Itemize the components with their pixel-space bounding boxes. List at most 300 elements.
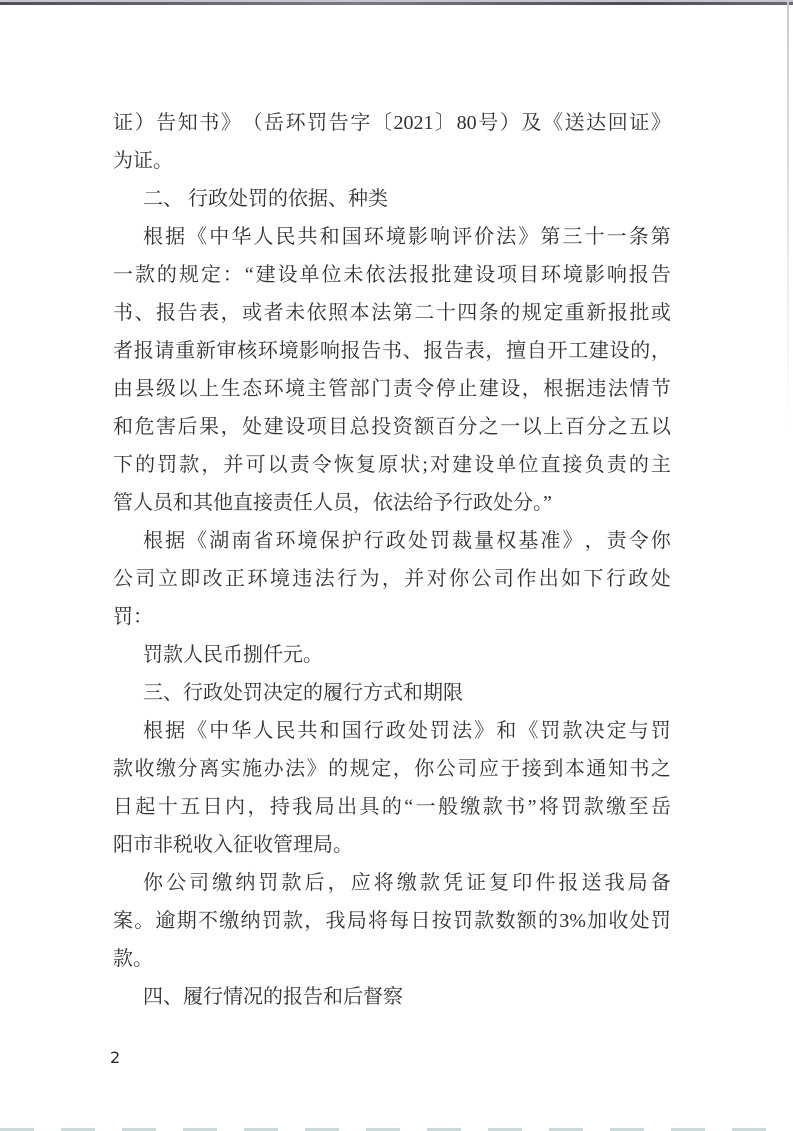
- char-token: 根: [543, 378, 564, 400]
- char-token: 主: [306, 378, 327, 400]
- char-token: 你: [143, 872, 163, 894]
- char-token: 《: [187, 226, 208, 248]
- char-token: 罚: [258, 872, 279, 894]
- char-token: 华: [231, 720, 252, 742]
- char-token: 环: [247, 568, 268, 590]
- char-token: 建: [255, 264, 276, 286]
- char-token: 湖: [209, 530, 230, 552]
- char-token: 《: [187, 530, 208, 552]
- char-token: 款: [281, 872, 302, 894]
- char-token: 投: [371, 416, 392, 438]
- char-token: ，: [220, 416, 241, 438]
- char-token: 设: [500, 378, 521, 400]
- char-token: 政: [385, 530, 406, 552]
- char-token: 报: [423, 340, 444, 362]
- char-token: 局: [627, 872, 648, 894]
- char-token: ：: [222, 264, 243, 286]
- text-line: 为证。: [113, 150, 173, 172]
- char-token: 十: [584, 226, 605, 248]
- char-token: 我: [325, 910, 346, 932]
- char-token: 以: [650, 416, 671, 438]
- char-token: 公: [113, 568, 133, 590]
- text-line: [113, 522, 671, 560]
- heading-line: 四、履行情况的报告和后督察: [143, 986, 403, 1008]
- char-token: 政: [628, 568, 649, 590]
- char-token: 据: [564, 378, 585, 400]
- char-token: 不: [198, 910, 218, 932]
- char-token: 后: [304, 872, 325, 894]
- char-token: 门: [371, 378, 392, 400]
- char-token: 主: [650, 454, 671, 476]
- char-token: 出: [337, 796, 358, 818]
- char-token: 本: [349, 302, 370, 324]
- char-token: 的: [156, 264, 177, 286]
- char-token: 法: [607, 378, 628, 400]
- char-token: 报: [133, 340, 154, 362]
- char-token: 定: [606, 720, 627, 742]
- char-token: 环: [275, 530, 296, 552]
- char-token: ，: [327, 872, 348, 894]
- char-token: ，: [201, 454, 222, 476]
- char-token: 单: [299, 264, 320, 286]
- char-token: 《: [187, 720, 208, 742]
- text-line: [113, 104, 671, 142]
- char-token: 权: [496, 530, 517, 552]
- text-line: 罚：: [113, 606, 153, 628]
- char-token: 《: [542, 112, 563, 134]
- char-token: 部: [349, 378, 370, 400]
- char-token: 处: [407, 720, 428, 742]
- char-token: 环: [540, 264, 561, 286]
- char-token: 停: [435, 378, 456, 400]
- char-token: 罚: [561, 796, 582, 818]
- char-token: 纳: [235, 872, 256, 894]
- char-token: 日: [113, 796, 133, 818]
- char-token: 加: [587, 910, 608, 932]
- char-token: （: [242, 112, 263, 134]
- char-token: 款: [474, 910, 495, 932]
- char-token: 逾: [155, 910, 176, 932]
- char-token: 令: [414, 378, 435, 400]
- char-token: 设: [475, 264, 496, 286]
- char-token: 危: [134, 416, 155, 438]
- char-token: 下: [113, 454, 133, 476]
- char-token: 的: [135, 454, 156, 476]
- char-token: 出: [538, 568, 559, 590]
- char-token: 政: [385, 720, 406, 742]
- char-token: 资: [392, 416, 413, 438]
- char-token: 自: [526, 340, 547, 362]
- char-token: 新: [586, 302, 607, 324]
- char-token: 基: [518, 530, 539, 552]
- char-token: 响: [606, 264, 627, 286]
- char-token: 罚: [307, 112, 328, 134]
- char-token: 司: [135, 568, 156, 590]
- char-token: 字: [350, 112, 371, 134]
- char-token: 般: [437, 796, 458, 818]
- char-token: ，: [247, 796, 268, 818]
- char-token: 和: [113, 416, 133, 438]
- char-token: 罚: [430, 530, 451, 552]
- char-token: 止: [457, 378, 478, 400]
- char-token: 》: [562, 530, 583, 552]
- char-token: 响: [430, 226, 451, 248]
- char-token: 、: [402, 340, 423, 362]
- char-token: ）: [134, 112, 155, 134]
- char-token: 和: [496, 720, 517, 742]
- char-token: 环: [363, 226, 384, 248]
- char-token: 持: [269, 796, 290, 818]
- char-token: 第: [540, 226, 561, 248]
- char-token: 按: [431, 910, 452, 932]
- char-token: ）: [499, 112, 520, 134]
- heading-line: 三、行政处罚决定的履行方式和期限: [143, 682, 463, 704]
- char-token: 南: [231, 530, 252, 552]
- char-token: 报: [607, 302, 628, 324]
- char-token: 状: [400, 454, 421, 476]
- char-token: 、: [134, 302, 155, 324]
- char-token: 单: [496, 454, 517, 476]
- char-token: 据: [165, 720, 186, 742]
- char-token: 公: [435, 758, 456, 780]
- char-token: 款: [419, 872, 440, 894]
- char-token: 境: [562, 264, 583, 286]
- char-token: 局: [346, 910, 367, 932]
- char-token: 缴: [460, 796, 481, 818]
- char-token: 四: [457, 302, 478, 324]
- char-token: 为: [359, 568, 380, 590]
- char-token: ，: [220, 302, 241, 324]
- char-token: 未: [285, 302, 306, 324]
- char-token: ，: [392, 758, 413, 780]
- char-token: 境: [285, 378, 306, 400]
- char-token: 建: [478, 378, 499, 400]
- char-token: 影: [584, 264, 605, 286]
- char-token: 响: [319, 340, 340, 362]
- char-token: 项: [497, 264, 518, 286]
- char-token: 决: [584, 720, 605, 742]
- char-token: 书: [505, 796, 526, 818]
- char-token: 责: [606, 454, 627, 476]
- char-token: 公: [471, 568, 492, 590]
- char-token: 后: [177, 416, 198, 438]
- char-token: 依: [306, 302, 327, 324]
- scan-artifact-top-edge-dark: [0, 2, 793, 5]
- char-token: 将: [373, 872, 394, 894]
- char-token: 知: [177, 112, 198, 134]
- char-token: 果: [199, 416, 220, 438]
- char-token: 情: [629, 378, 650, 400]
- char-token: 》: [474, 720, 495, 742]
- char-token: 凭: [443, 872, 464, 894]
- char-token: 责: [606, 530, 627, 552]
- char-token: 你: [650, 530, 671, 552]
- char-token: 批: [629, 302, 650, 324]
- char-token: 规: [521, 302, 542, 324]
- char-token: 上: [199, 378, 220, 400]
- char-token: 国: [341, 226, 362, 248]
- char-token: 表: [199, 302, 220, 324]
- char-token: 十: [435, 302, 456, 324]
- char-token: 款: [583, 796, 604, 818]
- char-token: 之: [607, 416, 628, 438]
- char-token: 影: [407, 226, 428, 248]
- char-token: 分: [586, 416, 607, 438]
- char-token: 五: [180, 796, 201, 818]
- char-token: 擅: [506, 340, 527, 362]
- char-token: 对: [426, 568, 447, 590]
- char-token: 罚: [540, 720, 561, 742]
- char-token: 岳: [650, 796, 671, 818]
- char-token: 公: [166, 872, 187, 894]
- text-line: [113, 218, 671, 256]
- char-token: 法: [496, 226, 517, 248]
- char-token: 3%: [559, 910, 586, 932]
- char-token: 一: [415, 796, 436, 818]
- char-token: 应: [478, 758, 499, 780]
- char-token: 者: [113, 340, 133, 362]
- char-token: ，: [381, 568, 402, 590]
- char-token: 开: [547, 340, 568, 362]
- char-token: 行: [337, 568, 358, 590]
- text-line: [113, 864, 671, 902]
- char-token: ，: [521, 378, 542, 400]
- char-token: 〕: [435, 112, 456, 134]
- char-token: 缴: [156, 758, 177, 780]
- char-token: 80: [456, 112, 477, 134]
- char-token: 书: [381, 340, 402, 362]
- char-token: 节: [650, 378, 671, 400]
- char-token: 款: [134, 264, 155, 286]
- text-line: [113, 750, 671, 788]
- char-token: 以: [177, 378, 198, 400]
- char-token: 境: [269, 568, 290, 590]
- char-token: 处: [650, 568, 671, 590]
- char-token: 处: [407, 530, 428, 552]
- char-token: 的: [538, 910, 558, 932]
- char-token: 你: [414, 758, 435, 780]
- char-token: 法: [285, 758, 306, 780]
- char-token: 中: [209, 720, 230, 742]
- char-token: 通: [586, 758, 607, 780]
- char-token: 境: [385, 226, 406, 248]
- char-token: 分: [457, 416, 478, 438]
- char-token: 至: [628, 796, 649, 818]
- char-token: 一: [500, 416, 521, 438]
- char-token: 《: [518, 720, 539, 742]
- char-token: 一: [113, 264, 133, 286]
- char-token: 者: [263, 302, 284, 324]
- char-token: 华: [231, 226, 252, 248]
- char-token: 款: [283, 910, 303, 932]
- char-token: 备: [650, 872, 671, 894]
- char-token: 重: [564, 302, 585, 324]
- char-token: “: [404, 796, 414, 818]
- char-token: 位: [518, 454, 539, 476]
- char-token: 之: [478, 416, 499, 438]
- char-token: 回: [607, 112, 628, 134]
- char-token: 照: [328, 302, 349, 324]
- char-token: 知: [607, 758, 628, 780]
- char-token: 额: [516, 910, 537, 932]
- char-token: 并: [223, 454, 244, 476]
- char-token: 具: [359, 796, 380, 818]
- char-token: 据: [165, 226, 186, 248]
- char-token: 令: [628, 530, 649, 552]
- char-token: 》: [220, 112, 241, 134]
- char-token: 建: [263, 416, 284, 438]
- char-token: 根: [143, 530, 163, 552]
- char-token: 二: [414, 302, 435, 324]
- char-token: 到: [543, 758, 564, 780]
- char-token: 民: [275, 226, 296, 248]
- char-token: 生: [220, 378, 241, 400]
- char-token: 告: [156, 112, 177, 134]
- char-token: 罚: [453, 910, 473, 932]
- char-token: 条: [478, 302, 499, 324]
- char-token: 即: [180, 568, 201, 590]
- char-token: 报: [340, 340, 361, 362]
- char-token: 级: [156, 378, 177, 400]
- char-token: 书: [113, 302, 133, 324]
- char-token: 分: [177, 758, 198, 780]
- char-token: 恢: [333, 454, 354, 476]
- char-token: 如: [561, 568, 582, 590]
- char-token: 行: [363, 530, 384, 552]
- char-token: 收: [608, 910, 629, 932]
- char-token: 三: [562, 226, 583, 248]
- char-token: 离: [199, 758, 220, 780]
- char-token: 违: [292, 568, 313, 590]
- char-token: ，: [584, 530, 605, 552]
- char-token: 法: [452, 720, 473, 742]
- text-line: [113, 560, 671, 598]
- char-token: 行: [605, 568, 626, 590]
- char-token: 态: [242, 378, 263, 400]
- char-token: 量: [474, 530, 495, 552]
- char-token: 设: [609, 340, 630, 362]
- text-line: 阳市非税收入征收管理局。: [113, 834, 353, 856]
- char-token: 的: [328, 758, 349, 780]
- char-token: 规: [178, 264, 199, 286]
- char-token: 罚: [157, 454, 178, 476]
- char-token: 罚: [650, 720, 671, 742]
- char-token: 审: [216, 340, 237, 362]
- char-token: 保: [319, 530, 340, 552]
- char-token: 定: [543, 302, 564, 324]
- char-token: 与: [628, 720, 649, 742]
- text-line: [113, 712, 671, 750]
- char-token: 价: [474, 226, 495, 248]
- char-token: 工: [568, 340, 589, 362]
- char-token: 》: [650, 112, 671, 134]
- char-token: 共: [297, 226, 318, 248]
- char-token: 及: [521, 112, 542, 134]
- char-token: 司: [189, 872, 210, 894]
- char-token: 接: [521, 758, 542, 780]
- char-token: 人: [253, 226, 274, 248]
- char-token: 报: [409, 264, 430, 286]
- char-token: 处: [242, 416, 263, 438]
- char-token: 号: [478, 112, 499, 134]
- char-token: 接: [562, 454, 583, 476]
- char-token: 款: [482, 796, 503, 818]
- text-line: [113, 902, 671, 940]
- char-token: 县: [134, 378, 155, 400]
- char-token: 立: [157, 568, 178, 590]
- char-token: 一: [606, 226, 627, 248]
- text-line: [113, 408, 671, 446]
- char-token: 法: [314, 568, 335, 590]
- char-token: 由: [113, 378, 133, 400]
- char-token: 管: [328, 378, 349, 400]
- char-token: 项: [306, 416, 327, 438]
- char-token: 责: [289, 454, 310, 476]
- char-token: 报: [628, 264, 649, 286]
- char-token: 定: [371, 758, 392, 780]
- char-token: 期: [176, 910, 197, 932]
- char-token: 告: [177, 302, 198, 324]
- char-token: 额: [414, 416, 435, 438]
- char-token: 印: [512, 872, 533, 894]
- char-token: 于: [500, 758, 521, 780]
- char-token: 根: [143, 226, 163, 248]
- char-token: 的: [630, 340, 651, 362]
- char-token: 。: [134, 910, 155, 932]
- char-token: 中: [209, 226, 230, 248]
- char-token: 目: [519, 264, 539, 286]
- char-token: 纳: [240, 910, 261, 932]
- char-token: 请: [154, 340, 175, 362]
- char-token: 处: [629, 910, 650, 932]
- char-token: 可: [245, 454, 266, 476]
- char-token: 环: [257, 340, 278, 362]
- char-token: 罚: [430, 720, 451, 742]
- char-token: 缴: [219, 910, 240, 932]
- char-token: 责: [392, 378, 413, 400]
- char-token: 法: [371, 302, 392, 324]
- char-token: 以: [521, 416, 542, 438]
- char-token: 件: [535, 872, 556, 894]
- char-token: 之: [650, 758, 671, 780]
- char-token: 和: [319, 226, 340, 248]
- char-token: ，: [485, 340, 506, 362]
- char-token: 人: [253, 720, 274, 742]
- text-line: 管人员和其他直接责任人员，依法给予行政处分。”: [113, 492, 552, 514]
- char-token: 将: [538, 796, 559, 818]
- char-token: 重: [175, 340, 196, 362]
- char-token: 境: [278, 340, 299, 362]
- char-token: 应: [350, 872, 371, 894]
- text-line: [113, 788, 671, 826]
- char-token: ”: [527, 796, 537, 818]
- char-token: 直: [540, 454, 561, 476]
- char-token: 司: [493, 568, 514, 590]
- char-token: 对: [429, 454, 450, 476]
- char-token: 设: [474, 454, 495, 476]
- char-token: 上: [543, 416, 564, 438]
- char-token: 罚: [650, 910, 671, 932]
- char-token: 百: [435, 416, 456, 438]
- char-token: 位: [321, 264, 342, 286]
- char-token: 你: [449, 568, 470, 590]
- char-token: 环: [285, 112, 306, 134]
- char-token: 规: [349, 758, 370, 780]
- char-token: 害: [156, 416, 177, 438]
- scan-artifact-right-edge: [787, 0, 789, 430]
- char-token: 2021: [393, 112, 434, 134]
- char-token: 告: [328, 112, 349, 134]
